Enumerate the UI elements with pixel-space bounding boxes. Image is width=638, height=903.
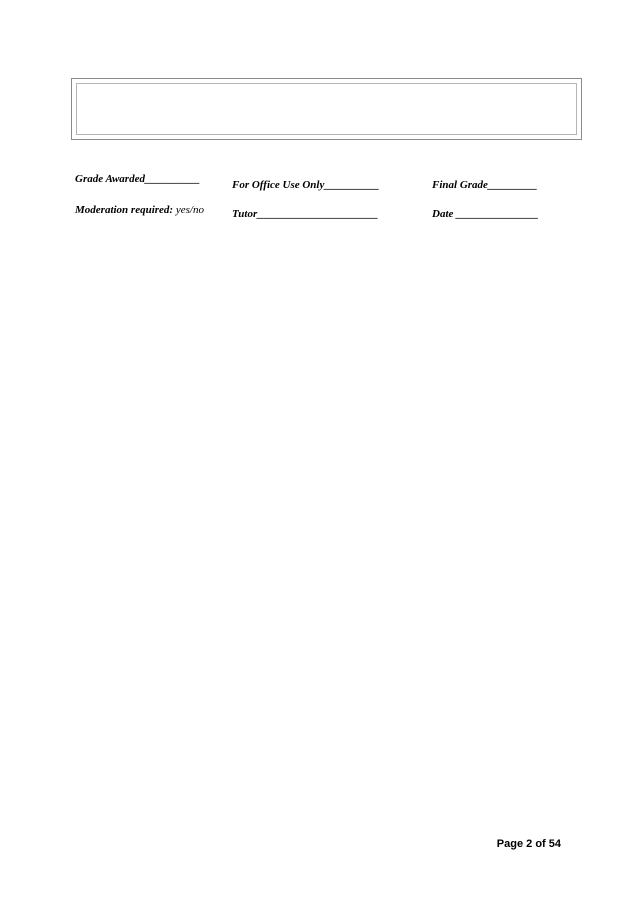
comment-box-inner-border (76, 83, 577, 135)
office-use-field: For Office Use Only__________ (232, 179, 380, 191)
moderation-required-label: Moderation required: (75, 204, 174, 216)
moderation-options: yes/no (175, 204, 204, 216)
final-grade-field: Final Grade_________ (432, 179, 538, 191)
date-field: Date _______________ (432, 208, 539, 220)
grade-awarded-field: Grade Awarded__________ (75, 173, 200, 185)
tutor-field: Tutor______________________ (232, 208, 379, 220)
page-number: Page 2 of 54 (496, 838, 561, 850)
comment-box (71, 78, 582, 140)
moderation-required-field (75, 203, 204, 217)
